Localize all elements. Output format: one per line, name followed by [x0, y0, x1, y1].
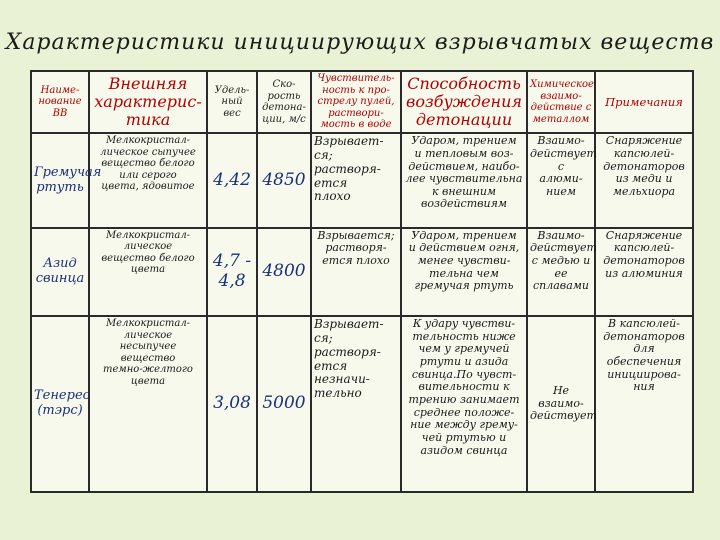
row-weight: 4,42 — [207, 133, 257, 227]
row-excitation: К удару чувстви- тельность ниже чем у гремучей ртути и азида свинца.По чувст- вительности к трению занимает среднее положе- ние между грему- чей ртутью и азидом свинца — [401, 316, 527, 492]
row-appearance: Мелкокристал- лическое вещество белого цвета — [89, 228, 207, 316]
row-weight: 4,7 - 4,8 — [207, 228, 257, 316]
row-excitation: Ударом, трением и действием огня, менее чувстви- тельна чем гремучая ртуть — [401, 228, 527, 316]
header-excitation: Способность возбуждения детонации — [401, 71, 527, 133]
row-notes: Снаряжение капсюлей- детонаторов из меди и мельхиора — [595, 133, 693, 227]
explosives-table — [30, 70, 694, 493]
row-speed: 4800 — [257, 228, 311, 316]
row-chemical: Взаимо- действует с медью и ее сплавами — [527, 228, 595, 316]
table-row — [31, 228, 693, 316]
table-row — [31, 316, 693, 492]
header-row — [31, 71, 693, 133]
row-speed: 5000 — [257, 316, 311, 492]
row-speed: 4850 — [257, 133, 311, 227]
row-chemical: Не взаимо- действует — [527, 316, 595, 492]
row-notes: Снаряжение капсюлей- детонаторов из алюминия — [595, 228, 693, 316]
row-chemical: Взаимо- действует с алюми- нием — [527, 133, 595, 227]
page-title: Характеристики инициирующих взрывчатых веществ — [5, 30, 715, 55]
header-speed: Ско- рость детона- ции, м/с — [257, 71, 311, 133]
header-chemical: Химическое взаимо- действие с металлом — [527, 71, 595, 133]
header-name: Наиме- нование ВВ — [31, 71, 89, 133]
row-name: Тенерес (тэрс) — [31, 316, 89, 492]
table-row — [31, 133, 693, 227]
row-sensitivity: Взрывает- ся; растворя- ется незначи- тельно — [311, 316, 401, 492]
row-name: Гремучая ртуть — [31, 133, 89, 227]
row-notes: В капсюлей- детонаторов для обеспечения инициирова- ния — [595, 316, 693, 492]
header-weight: Удель- ный вес — [207, 71, 257, 133]
row-sensitivity: Взрывает- ся; растворя- ется плохо — [311, 133, 401, 227]
row-name: Азид свинца — [31, 228, 89, 316]
header-sensitivity: Чувствитель- ность к про- стрелу пулей, раствори- мость в воде — [311, 71, 401, 133]
header-appearance: Внешняя характерис- тика — [89, 71, 207, 133]
row-excitation: Ударом, трением и тепловым воз- действием, наибо- лее чувствительна к внешним воздействиям — [401, 133, 527, 227]
row-weight: 3,08 — [207, 316, 257, 492]
header-notes: Примечания — [595, 71, 693, 133]
row-appearance: Мелкокристал- лическое несыпучее вещество темно-желтого цвета — [89, 316, 207, 492]
row-appearance: Мелкокристал- лическое сыпучее вещество белого или серого цвета, ядовитое — [89, 133, 207, 227]
row-sensitivity: Взрывается; растворя- ется плохо — [311, 228, 401, 316]
